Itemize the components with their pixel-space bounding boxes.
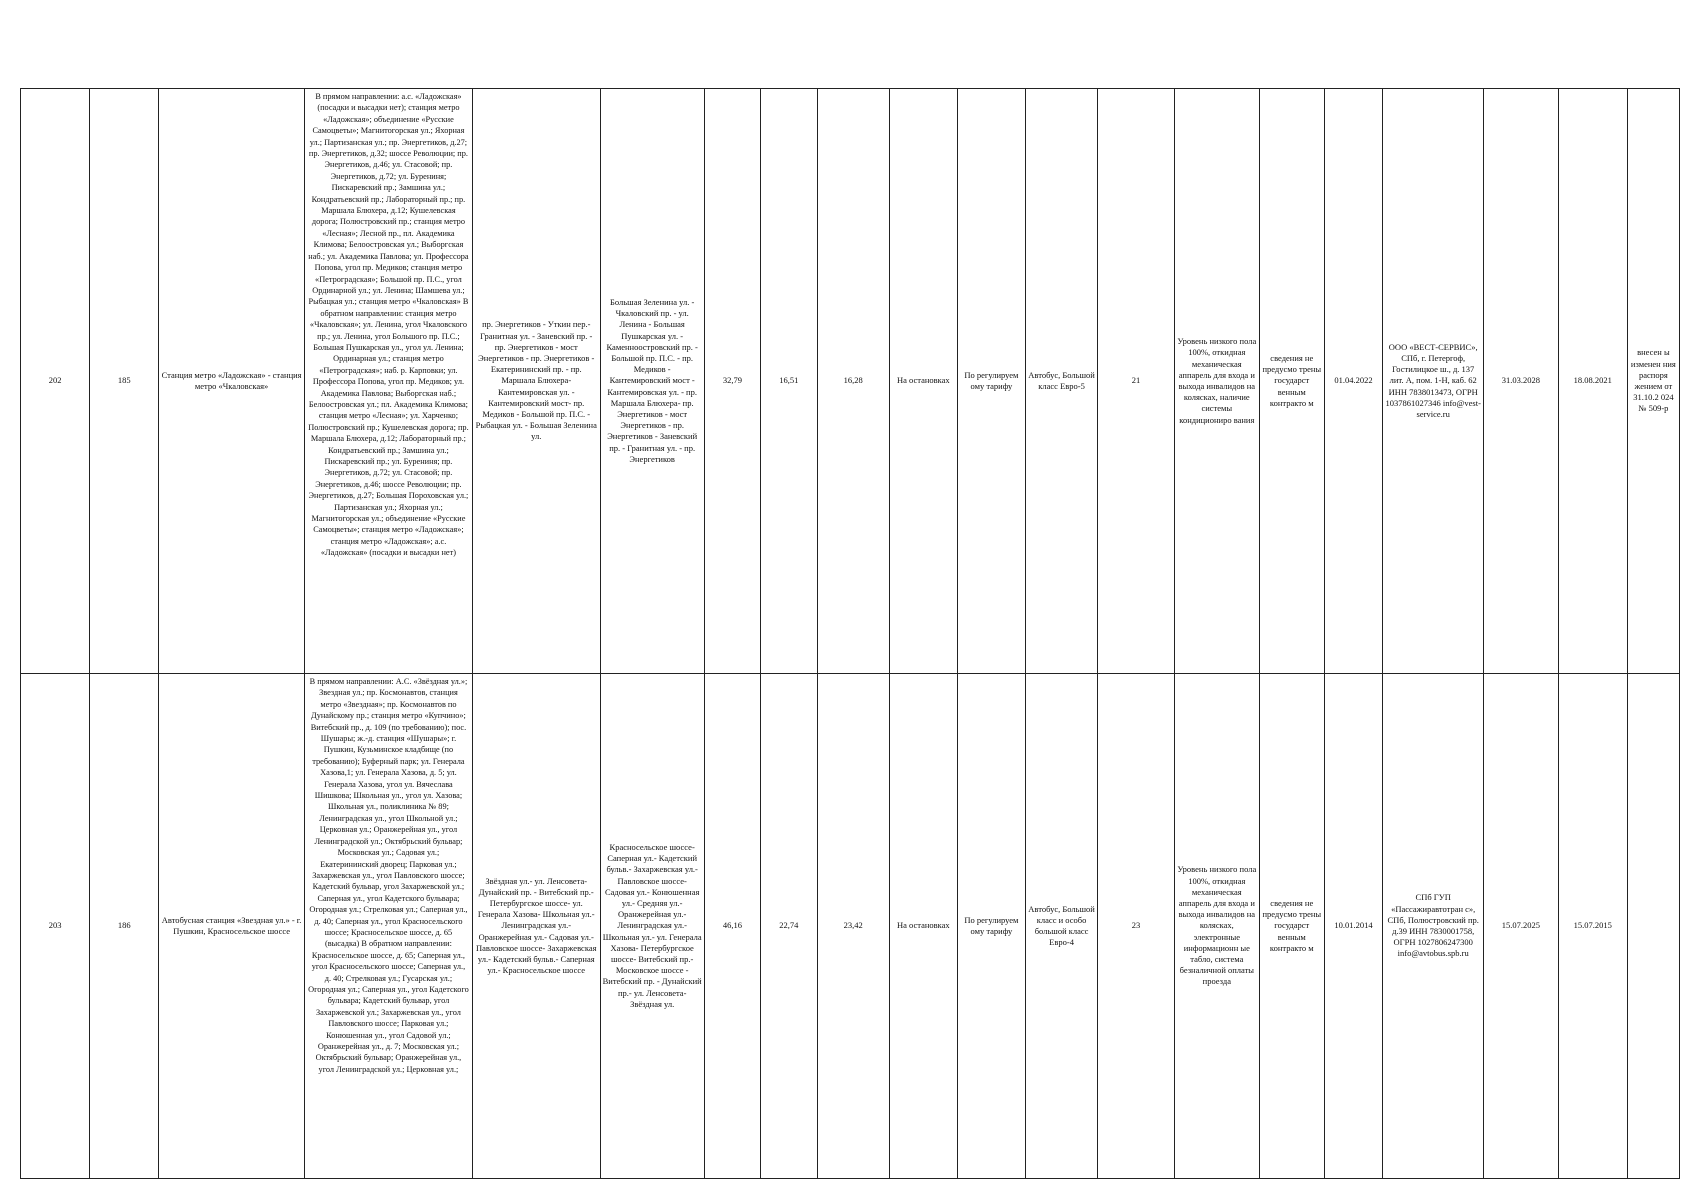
row-number: 202 (21, 89, 90, 674)
vehicle-type: Автобус, Большой класс и особо большой класс Евро-4 (1025, 674, 1097, 1179)
contract-info: сведения не предусмо трены государст венным контракто м (1259, 89, 1324, 674)
route-stops (304, 89, 472, 674)
route-name: Станция метро «Ладожская» - станция метро «Чкаловская» (159, 89, 305, 674)
route-name: Автобусная станция «Звездная ул.» - г. Пушкин, Красносельское шоссе (159, 674, 305, 1179)
streets-backward: Большая Зеленина ул. - Чкаловский пр. - ул. Ленина - Большая Пушкарская ул. - Каменноостровский пр. - Большой пр. П.С. - пр. Медиков - Кантемировский мост - Кантемировская ул. - пр. Маршала Блюхера- пр. Энергетиков - мост Энергетиков - пр. Энергетиков - Заневский пр. - Гранитная ул. - пр. Энергетиков (600, 89, 704, 674)
route-number: 185 (90, 89, 159, 674)
route-number: 186 (90, 674, 159, 1179)
vehicle-features: Уровень низкого пола 100%, откидная механическая аппарель для входа и выхода инвалидов на колясках, наличие системы кондициониро вания (1174, 89, 1259, 674)
boarding-order: На остановках (889, 674, 957, 1179)
page-top-margin (0, 0, 1697, 88)
end-date: 31.03.2028 (1484, 89, 1558, 674)
note (1627, 674, 1679, 1179)
vehicle-count: 21 (1098, 89, 1175, 674)
contract-info: сведения не предусмо трены государст венным контракто м (1259, 674, 1324, 1179)
length-forward: 16,51 (761, 89, 817, 674)
start-date: 01.04.2022 (1324, 89, 1382, 674)
vehicle-type: Автобус, Большой класс Евро-5 (1025, 89, 1097, 674)
row-number: 203 (21, 674, 90, 1179)
length-forward: 22,74 (761, 674, 817, 1179)
vehicle-count: 23 (1098, 674, 1175, 1179)
routes-registry-table (20, 88, 1680, 1179)
length-backward: 23,42 (817, 674, 889, 1179)
streets-forward: пр. Энергетиков - Уткин пер.- Гранитная ул. - Заневский пр. - пр. Энергетиков - мост Энергетиков - пр. Энергетиков - Екатерининский пр. - пр. Маршала Блюхера- Кантемировская ул. - Кантемировский мост- пр. Медиков - Большой пр. П.С. - Рыбацкая ул. - Большая Зеленина ул. (472, 89, 600, 674)
table-row (21, 674, 1680, 1179)
tariff-type: По регулируем ому тарифу (957, 89, 1025, 674)
carrier-info: СПб ГУП «Пассажиравтотран с», СПб, Полюстровский пр. д.39 ИНН 7830001758, ОГРН 1027806247300 info@avtobus.spb.ru (1383, 674, 1484, 1179)
length-total: 32,79 (704, 89, 760, 674)
registration-date: 18.08.2021 (1558, 89, 1627, 674)
carrier-info: ООО «ВЕСТ-СЕРВИС», СПб, г. Петергоф, Гостилицкое ш., д. 137 лит. А, пом. 1-Н, каб. 62 ИНН 7838013473, ОГРН 1037861027346 info@vest-service.ru (1383, 89, 1484, 674)
vehicle-features: Уровень низкого пола 100%, откидная механическая аппарель для входа и выхода инвалидов на колясках, электронные информационн ые табло, система безналичной оплаты проезда (1174, 674, 1259, 1179)
streets-backward: Красносельское шоссе- Саперная ул.- Кадетский бульв.- Захаржевская ул.- Павловское шоссе- Садовая ул.- Конюшенная ул.- Средняя ул.- Оранжерейная ул.- Ленинградская ул.- Школьная ул.- ул. Генерала Хазова- Петербургское шоссе- Витебский пр.- Московское шоссе - Витебский пр. - Дунайский пр.- ул. Ленсовета- Звёздная ул. (600, 674, 704, 1179)
length-backward: 16,28 (817, 89, 889, 674)
registration-date: 15.07.2015 (1558, 674, 1627, 1179)
route-stops (304, 674, 472, 1179)
start-date: 10.01.2014 (1324, 674, 1382, 1179)
length-total: 46,16 (704, 674, 760, 1179)
table-row (21, 89, 1680, 674)
end-date: 15.07.2025 (1484, 674, 1558, 1179)
boarding-order: На остановках (889, 89, 957, 674)
route-stops-text: В прямом направлении: А.С. «Звёздная ул.»; Звездная ул.; пр. Космонавтов, станция метро «Звездная»; пр. Космонавтов по Дунайскому пр.; станция метро «Купчино»; Витебский пр., д. 109 (по требованию); пос. Шушары; ж.-д. станция «Шушары»; г. Пушкин, Кузьминское кладбище (по требованию); Буферный парк; ул. Генерала Хазова,1; ул. Генерала Хазова, д. 5; ул. Генерала Хазова, угол ул. Вячеслава Шишкова; Школьная ул., угол ул. Хазова; Школьная ул., поликлиника № 89; Ленинградская ул., угол Школьной ул.; Церковная ул.; Оранжерейная ул., угол Ленинградской ул.; Октябрьский бульвар; Московская ул.; Садовая ул.; Екатерининский дворец; Парковая ул.; Захаржевская ул., угол Павловского шоссе; Кадетский бульвар, угол Захаржевской ул.; Саперная ул., угол Кадетского бульвара; Огородная ул.; Стрелковая ул.; Саперная ул., д. 40; Саперная ул., угол Красносельского шоссе; Красносельское шоссе, д. 65 (высадка) В обратном направлении: Красносельское шоссе, д. 65; Саперная ул., угол Красносельского шоссе; Саперная ул., д. 40; Стрелковая ул.; Гусарская ул.; Огородная ул.; Саперная ул., угол Кадетского бульвара; Кадетский бульвар, угол Захаржевской ул.; Захаржевская ул., угол Павловского шоссе; Парковая ул.; Конюшенная ул., угол Садовой ул.; Оранжерейная ул., д. 7; Московская ул.; Октябрьский бульвар; Оранжерейная ул., угол Ленинградской ул.; Церковная ул.; (308, 677, 469, 1074)
tariff-type: По регулируем ому тарифу (957, 674, 1025, 1179)
streets-forward: Звёздная ул.- ул. Ленсовета- Дунайский пр. - Витебский пр.- Петербургское шоссе- ул. Генерала Хазова- Школьная ул.- Ленинградская ул.- Оранжерейная ул.- Садовая ул.- Павловское шоссе- Захаржевская ул.- Кадетский бульв.- Саперная ул.- Красносельское шоссе (472, 674, 600, 1179)
route-stops-text: В прямом направлении: а.с. «Ладожская» (посадки и высадки нет); станция метро «Ладожская»; объединение «Русские Самоцветы»; Магнитогорская ул.; Яхорная ул.; Партизанская ул.; пр. Энергетиков, д.27; пр. Энергетиков, д.32; шоссе Революции; пр. Энергетиков, д.46; ул. Стасовой; пр. Энергетиков, д.72; ул. Бурениня; Пискаревский пр.; Замшина ул.; Кондратьевский пр.; Лабораторный пр.; пр. Маршала Блюхера, д.12; Кушелевская дорога; Полюстровский пр.; станция метро «Лесная»; Лесной пр., пл. Академика Климова; Белоостровская ул.; Выборгская наб.; ул. Академика Павлова; ул. Профессора Попова, угол пр. Медиков; станция метро «Петроградская»; Большой пр. П.С., угол Ординарной ул.; ул. Ленина; Шамшева ул.; Рыбацкая ул.; станция метро «Чкаловская» В обратном направлении: станция метро «Чкаловская»; ул. Ленина, угол Чкаловского пр.; ул. Ленина, угол Большого пр. П.С.; Большая Пушкарская ул., угол ул. Ленина; Ординарная ул.; станция метро «Петроградская»; наб. р. Карповки; ул. Профессора Попова, угол пр. Медиков; ул. Академика Павлова; Выборгская наб.; Белоостровская ул.; пл. Академика Климова; станция метро «Лесная»; ул. Харченко; Полюстровский пр.; Кушелевская дорога; пр. Маршала Блюхера, д.12; Лабораторный пр.; Кондратьевский пр.; Замшина ул.; Пискаревский пр.; ул. Бурениня; пр. Энергетиков, д.72; ул. Стасовой; пр. Энергетиков, д.46; шоссе Революции; пр. Энергетиков, д.27; Большая Пороховская ул.; Партизанская ул.; Яхорная ул.; Магнитогорская ул.; объединение «Русские Самоцветы»; станция метро «Ладожская»; станция метро «Ладожская»; а.с. «Ладожская» (посадки и высадки нет) (308, 92, 469, 558)
note: внесен ы изменен ния распоря жением от 31.10.2 024 № 509-р (1627, 89, 1679, 674)
